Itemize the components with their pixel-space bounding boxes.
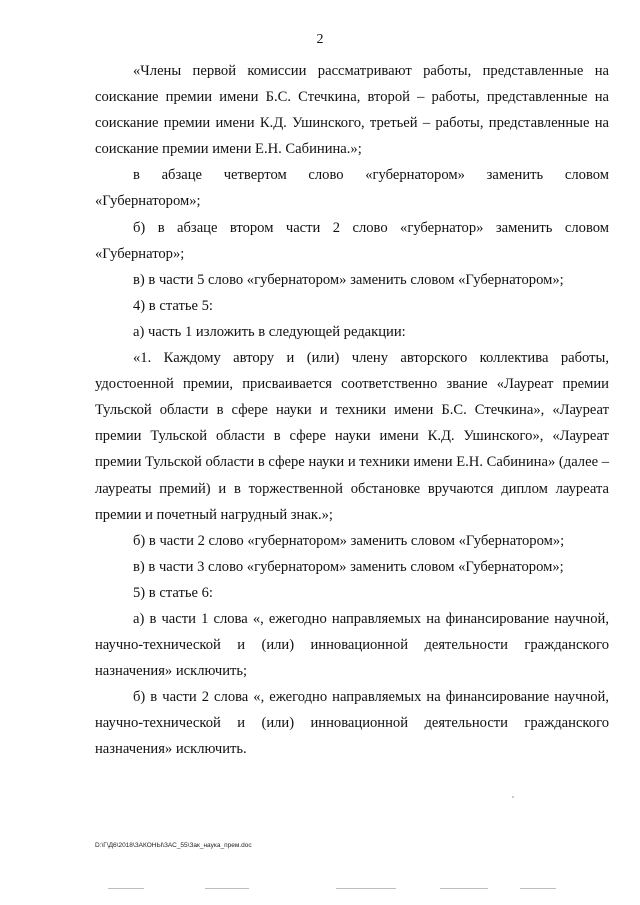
paragraph-a-part1: а) часть 1 изложить в следующей редакции:	[133, 323, 406, 340]
scan-artifact	[440, 888, 488, 889]
paragraph-v-part5: в) в части 5 слово «губернатором» заменить словом «Губернатором»;	[133, 271, 564, 288]
paragraph-abzac-fourth: в абзаце четвертом слово «губернатором» заменить словом «Губернатором»;	[95, 167, 609, 210]
scan-artifact	[512, 796, 514, 798]
paragraph-b-part2-governor: б) в части 2 слово «губернатором» заменить словом «Губернатором»;	[133, 532, 565, 549]
paragraph-article6: 5) в статье 6:	[133, 584, 213, 601]
scan-artifact	[520, 888, 556, 889]
scan-artifact	[336, 888, 396, 889]
scan-artifact	[108, 888, 144, 889]
paragraph-b-part2-exclude: б) в части 2 слова «, ежегодно направляемых на финансирование научной, научно-технической и (или) инновационной деятельности гражданского назначения» исключить.	[95, 689, 609, 758]
paragraph-v-part3-governor: в) в части 3 слово «губернатором» заменить словом «Губернатором»;	[133, 558, 564, 575]
paragraph-commission-members: «Члены первой комиссии рассматривают работы, представленные на соискание премии имени Б.С. Стечкина, второй – работы, представленные на соискание премии имени К.Д. Ушинского, третьей – работы, представленные на соискание премии имени Е.Н. Сабинина.»;	[95, 63, 609, 158]
document-body	[95, 58, 609, 763]
scan-artifact	[205, 888, 249, 889]
page-number: 2	[316, 32, 324, 47]
paragraph-a-part1-exclude: а) в части 1 слова «, ежегодно направляемых на финансирование научной, научно-технической и (или) инновационной деятельности гражданского назначения» исключить;	[95, 610, 609, 680]
file-path-footer: D:\Г\Д6\2018\ЗАКОНЫ\ЗАС_55\Зак_наука_прем.doc	[95, 842, 252, 849]
paragraph-b-part2: б) в абзаце втором части 2 слово «губернатор» заменить словом «Губернатор»;	[95, 219, 609, 262]
paragraph-laureate-title: «1. Каждому автору и (или) члену авторского коллектива работы, удостоенной премии, присваивается соответственно звание «Лауреат премии Тульской области в сфере науки и техники имени Б.С. Стечкина», «Лауреат премии Тульской области в сфере науки имени К.Д. Ушинского», «Лауреат премии Тульской области в сфере науки и техники имени Е.Н. Сабинина» (далее – лауреаты премий) и в торжественной обстановке вручаются диплом лауреата премии и почетный нагрудный знак.»;	[95, 350, 609, 523]
paragraph-article5: 4) в статье 5:	[133, 297, 213, 314]
